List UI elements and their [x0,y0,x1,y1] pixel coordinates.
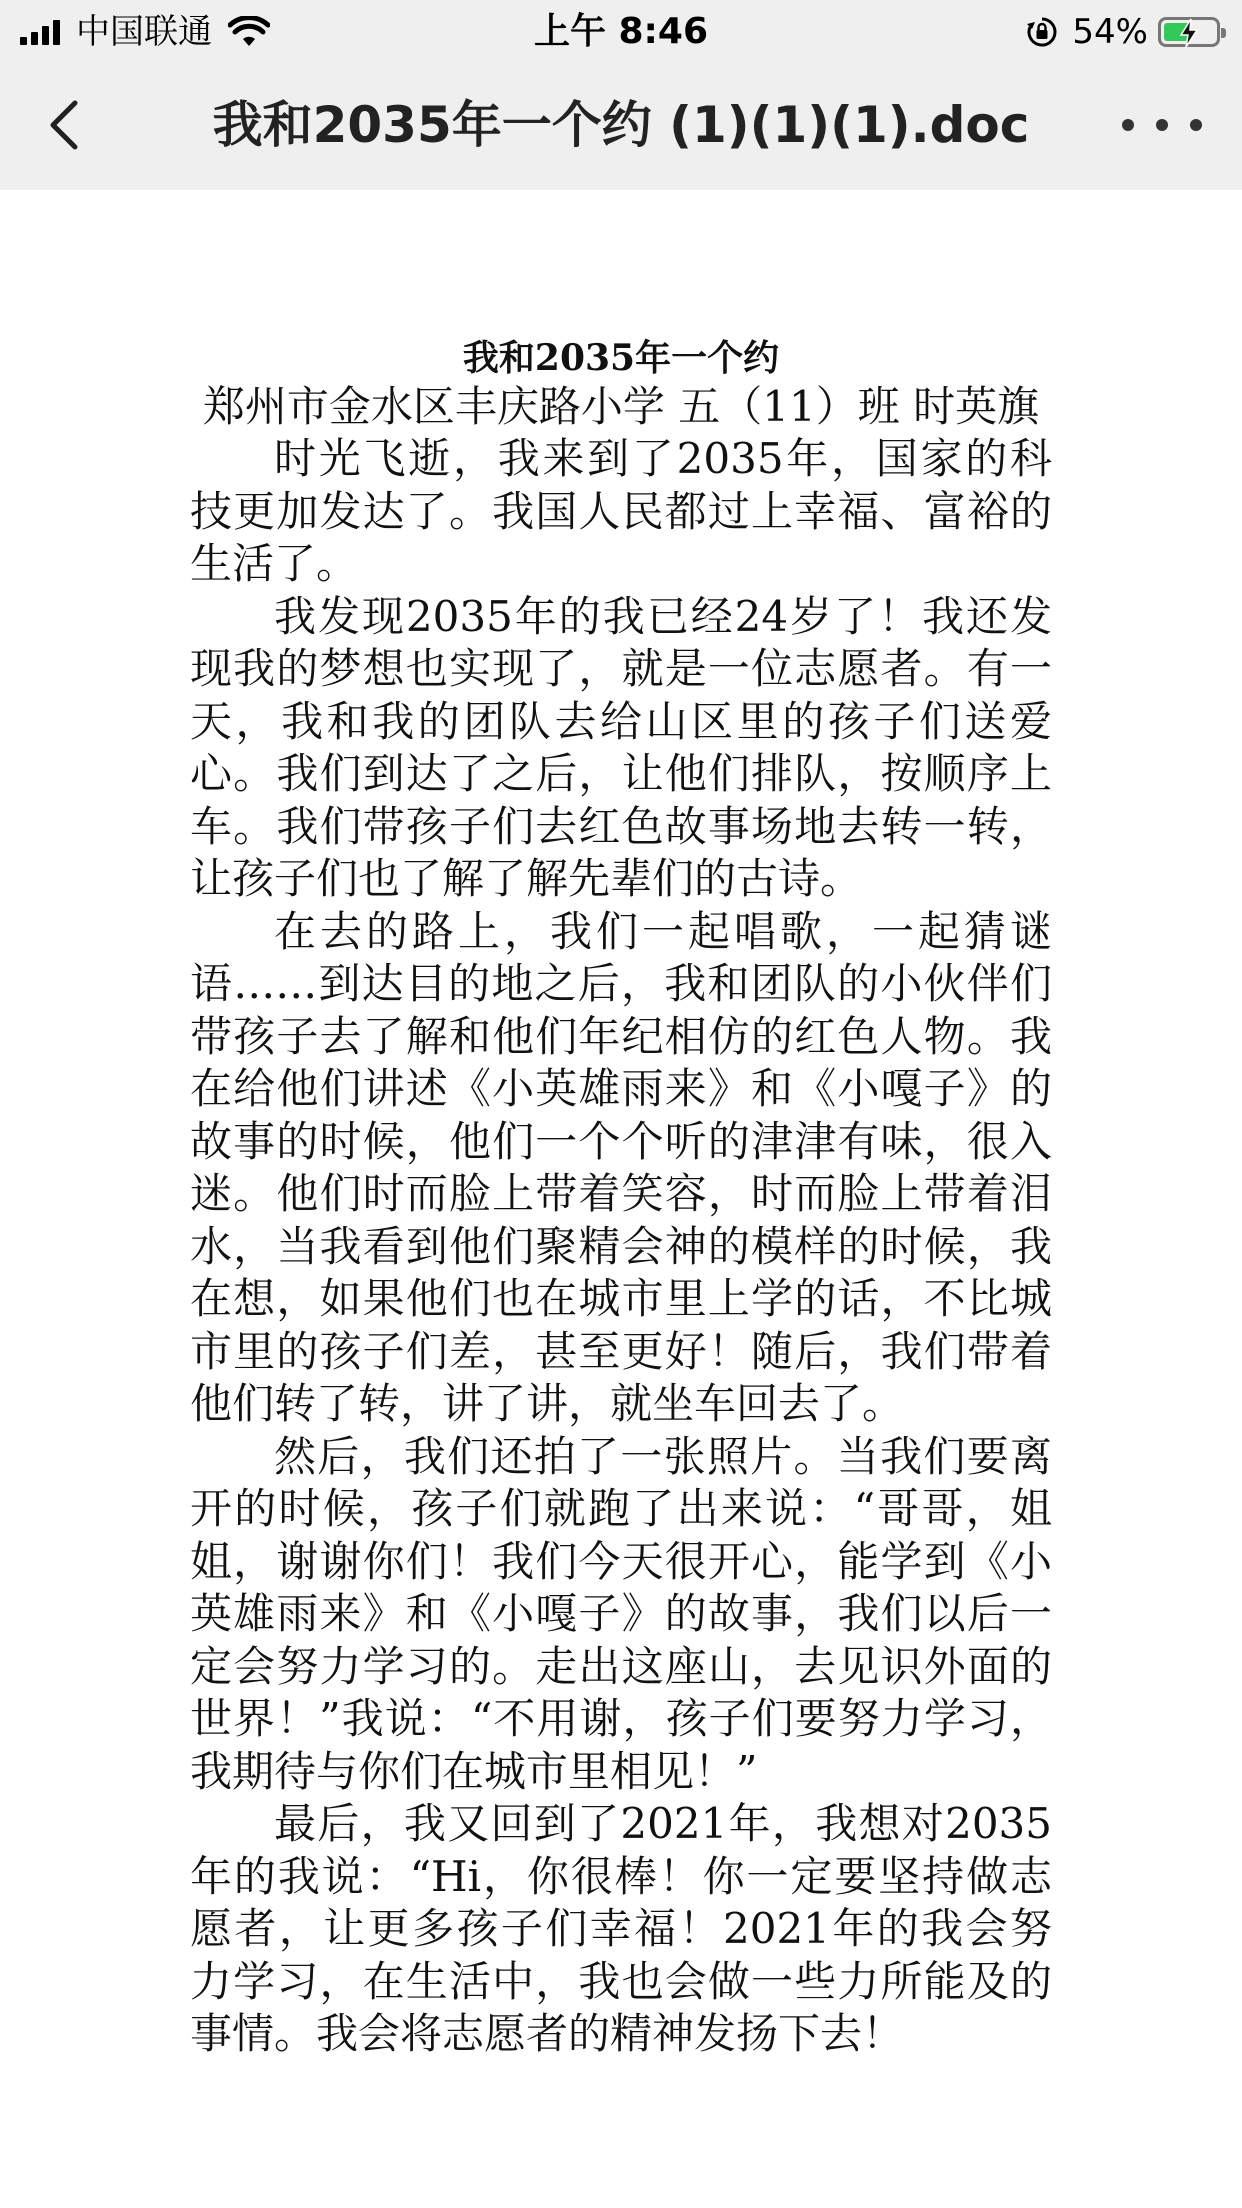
battery-cap [1221,28,1226,38]
more-horizontal-icon-dot [1156,119,1168,131]
battery-icon [1158,17,1220,47]
document-author: 郑州市金水区丰庆路小学 五（11）班 时英旗 [202,382,1040,431]
document-paragraph: 然后，我们还拍了一张照片。当我们要离开的时候，孩子们就跑了出来说：“哥哥，姐姐，谢谢你们！我们今天很开心，能学到《小英雄雨来》和《小嘎子》的故事，我们以后一定会努力学习的。走出这座山，去见识外面的世界！”我说：“不用谢，孩子们要努力学习，我期待与你们在城市里相见！” [190,1431,1052,1796]
document-file-name: 我和2035年一个约 (1)(1)(1).doc [212,96,1030,154]
document-title: 我和2035年一个约 [462,337,780,379]
document-paragraph: 我发现2035年的我已经24岁了！我还发现我的梦想也实现了，就是一位志愿者。有一天，我和我的团队去给山区里的孩子们送爱心。我们到达了之后，让他们排队，按顺序上车。我们带孩子们去红色故事场地去转一转，让孩子们也了解了解先辈们的古诗。 [190,591,1052,903]
document-paragraph: 最后，我又回到了2021年，我想对2035年的我说：“Hi，你很棒！你一定要坚持做志愿者，让更多孩子们幸福！2021年的我会努力学习，在生活中，我也会做一些力所能及的事情。我会将志愿者的精神发扬下去！ [190,1799,1052,2058]
more-horizontal-icon-dot [1190,119,1202,131]
charging-bolt-icon [1177,18,1201,48]
document-content[interactable] [190,335,1052,2061]
rotation-lock-icon [1026,16,1058,48]
status-time: 上午 8:46 [533,11,709,52]
battery-percent: 54% [1072,12,1148,52]
chevron-left-icon [45,97,85,153]
more-horizontal-icon-dot [1122,119,1134,131]
document-paragraph: 在去的路上，我们一起唱歌，一起猜谜语……到达目的地之后，我和团队的小伙伴们带孩子去了解和他们年纪相仿的红色人物。我在给他们讲述《小英雄雨来》和《小嘎子》的故事的时候，他们一个个听的津津有味，很入迷。他们时而脸上带着笑容，时而脸上带着泪水，当我看到他们聚精会神的模样的时候，我在想，如果他们也在城市里上学的话，不比城市里的孩子们差，甚至更好！随后，我们带着他们转了转，讲了讲，就坐车回去了。 [190,906,1052,1428]
document-paragraph: 时光飞逝，我来到了2035年，国家的科技更加发达了。我国人民都过上幸福、富裕的生活了。 [190,434,1052,588]
status-right [1026,8,1220,56]
navigation-bar [0,60,1242,190]
more-options-button[interactable] [1122,100,1202,150]
carrier-name: 中国联通 [76,12,212,52]
back-button[interactable] [30,90,100,160]
status-bar [0,0,1242,60]
